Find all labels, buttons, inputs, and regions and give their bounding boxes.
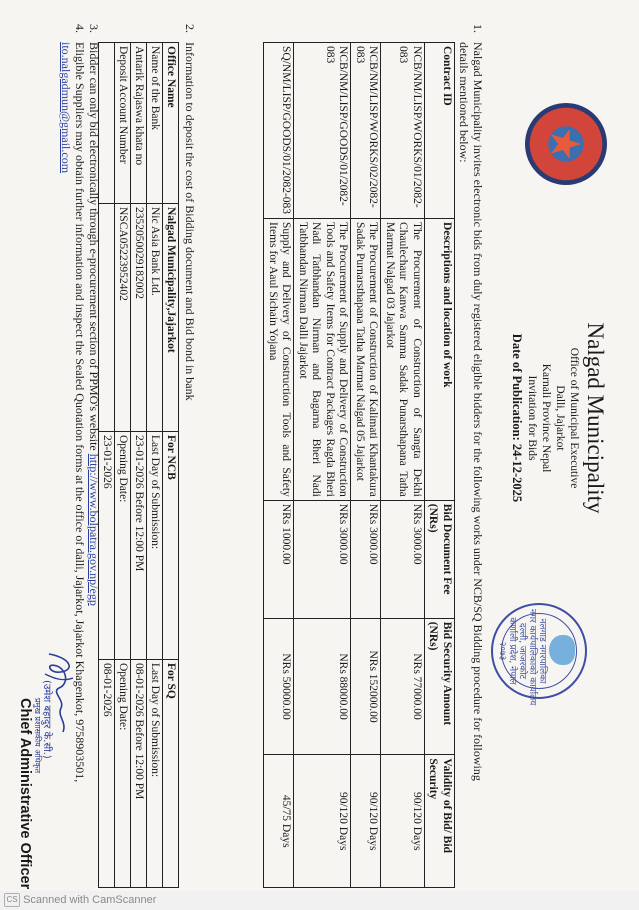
publication-date: Date of Publication: 24-12-2025 — [510, 333, 524, 503]
bank-cell: 23-01-2026 Before 12:00 PM — [131, 431, 147, 659]
signatory-designation: प्रमुख प्रशासकीय अधिकृत — [33, 698, 42, 774]
table-row — [351, 43, 381, 888]
table-row — [294, 43, 351, 888]
contract-id-cell: NCB/NM/LISP/GOODS/01/2082-083 — [294, 43, 351, 219]
officer-title: Chief Administrative Officer — [17, 698, 33, 890]
header-validity: Validity of Bid/ Bid Security — [425, 755, 455, 888]
description-cell: The Procurement of Supply and Delivery of Construction Tools and Safety Items for Contract Packages Ragda Bheri Nadi Tatbhandan Nirman and Bagarna Bheri Nadi Tatbhandan Nirman Dalli Jajarkot — [294, 219, 351, 501]
bank-cell: Last Day of Submission: — [147, 431, 163, 659]
security-cell: NRs 77000.00 — [381, 618, 425, 755]
description-cell: The Procurement of Construction of Kalimati Khantakura Sadak Purnarsthapana Tatha Marmat Nalgad 05 Jajarkot — [351, 219, 381, 501]
signatory-name: (उमेश बहादुर के.सी.) — [41, 680, 52, 759]
bank-cell: Nic Asia Bank Ltd. — [147, 204, 163, 432]
bank-header-ncb: For NCB — [163, 431, 179, 659]
description-cell: Supply and Delivery of Construction Tools and Safety Items for Aaul Sichain Yojana — [264, 219, 294, 501]
section-2-number: 2. — [183, 24, 197, 33]
municipality-logo — [525, 103, 607, 185]
table-row — [147, 43, 163, 888]
fee-cell: NRs 3000.00 — [381, 500, 425, 618]
bank-cell: NSCA05223952402 — [115, 204, 131, 432]
table-row — [381, 43, 425, 888]
table-row — [264, 43, 294, 888]
bank-cell: 2352050029182002 — [131, 204, 147, 432]
fee-cell: NRs 3000.00 — [294, 500, 351, 618]
camscanner-logo-icon: CS — [4, 893, 20, 907]
stamp-emblem-icon — [549, 635, 575, 665]
security-cell: NRs 88000.00 — [294, 618, 351, 755]
section-1-number: 1. — [471, 24, 485, 33]
document-sheet — [0, 8, 615, 888]
bank-cell: Deposit Account Number — [115, 43, 131, 204]
section-2-intro — [183, 24, 197, 401]
bank-header-sq: For SQ — [163, 659, 179, 887]
fee-cell: NRs 1000.00 — [264, 500, 294, 618]
bids-table — [264, 42, 456, 888]
validity-cell: 90/120 Days — [294, 755, 351, 888]
header-contract-id: Contract ID — [425, 43, 455, 219]
section-4 — [73, 24, 87, 884]
header-fee: Bid Document Fee (NRs) — [425, 500, 455, 618]
bids-table-header-row — [425, 43, 455, 888]
section-1-text-line2: details mentioned below: — [457, 42, 471, 163]
bank-table-header-row — [163, 43, 179, 888]
camscanner-footer — [0, 891, 639, 910]
bank-cell: Antarik Rajaswa khata no — [131, 43, 147, 204]
table-row — [115, 43, 131, 888]
bank-cell: 08-01-2026 — [99, 659, 115, 887]
stamp-line4: कर्णाली प्रदेश, नेपाल — [507, 617, 517, 685]
notice-title: Invitation for Bids — [526, 375, 538, 461]
bank-info-table — [98, 42, 179, 888]
address-line-2: Karnali Province Nepal — [540, 363, 552, 473]
contract-id-cell: NCB/NM/LISP/WORKS/02/2082-083 — [351, 43, 381, 219]
bank-cell: 08-01-2026 Before 12:00 PM — [131, 659, 147, 887]
section-2-text: Information to deposit the cost of Bidding document and Bid bond in bank — [183, 42, 197, 401]
document-header — [509, 208, 609, 628]
section-3 — [87, 24, 101, 884]
description-cell: The Procurement of Construction of Sangta Dekhi Chaulechaur Kanwa Samma Sadak Punarsthapana Tatha Marmat Nalgad 03 Jajarkot — [381, 219, 425, 501]
section-3-text: Bidder can only bid electronically through e-procurement section of PPMO's website — [87, 42, 101, 454]
security-cell: NRs 50000.00 — [264, 618, 294, 755]
sections-3-4 — [59, 24, 101, 884]
stamp-line3: दल्ली, जाजरकोट — [517, 622, 527, 680]
section-1-text-line1: Nalgad Municipality invites electronic bids from duly registered eligible bidders for the following works under NCB/SQ Bidding procedure for following — [471, 42, 485, 781]
section-3-number: 3. — [87, 24, 101, 33]
contract-id-cell: SQ/NM/LISP/GOODS/01/2082-083 — [264, 43, 294, 219]
stamp-line1: नलगाड नगरपालिका — [537, 618, 547, 684]
section-4-text: Eligible Suppliers may obtain further information and inspect the Sealed Quotation forms at the office of dalli, Jajarkot, Jajarkot Khagenkot, 9758903501, — [73, 42, 87, 783]
contract-id-cell: NCB/NM/LISP/WORKS/01/2082-083 — [381, 43, 425, 219]
bank-header-municipality: Nalgad Municipality,Jajarkot — [163, 204, 179, 432]
bank-cell: Name of the Bank — [147, 43, 163, 204]
validity-cell: 90/120 Days — [381, 755, 425, 888]
bank-header-office-name: Office Name — [163, 43, 179, 204]
address-line-1: Dalli, Jajarkot — [554, 385, 566, 451]
bank-cell: Opening Date: — [115, 431, 131, 659]
stamp-year: २०७३ — [497, 641, 507, 661]
table-row — [131, 43, 147, 888]
header-security: Bid Security Amount (NRs) — [425, 618, 455, 755]
section-1-intro — [457, 24, 485, 884]
bank-cell: Last Day of Submission: — [147, 659, 163, 887]
egp-website-link[interactable]: http://www.bolpatra.gov.np/egp — [87, 453, 101, 606]
stamp-line2: नगर कार्यपालिकाको कार्यालय — [527, 609, 537, 706]
contact-email-link[interactable]: ito.nalgadmun@gmail.com — [59, 42, 73, 174]
section-4-number: 4. — [73, 24, 87, 33]
section-4-email-row — [59, 24, 73, 884]
bank-cell: Opening Date: — [115, 659, 131, 887]
validity-cell: 90/120 Days — [351, 755, 381, 888]
camscanner-text: Scanned with CamScanner — [23, 894, 157, 906]
header-description: Descriptions and location of work — [425, 219, 455, 501]
bank-cell: 23-01-2026 — [99, 431, 115, 659]
office-name: Office of Municipal Executive — [568, 347, 580, 489]
validity-cell: 45/75 Days — [264, 755, 294, 888]
security-cell: NRs 152000.00 — [351, 618, 381, 755]
page-title: Nalgad Municipality — [583, 322, 608, 514]
fee-cell: NRs 3000.00 — [351, 500, 381, 618]
